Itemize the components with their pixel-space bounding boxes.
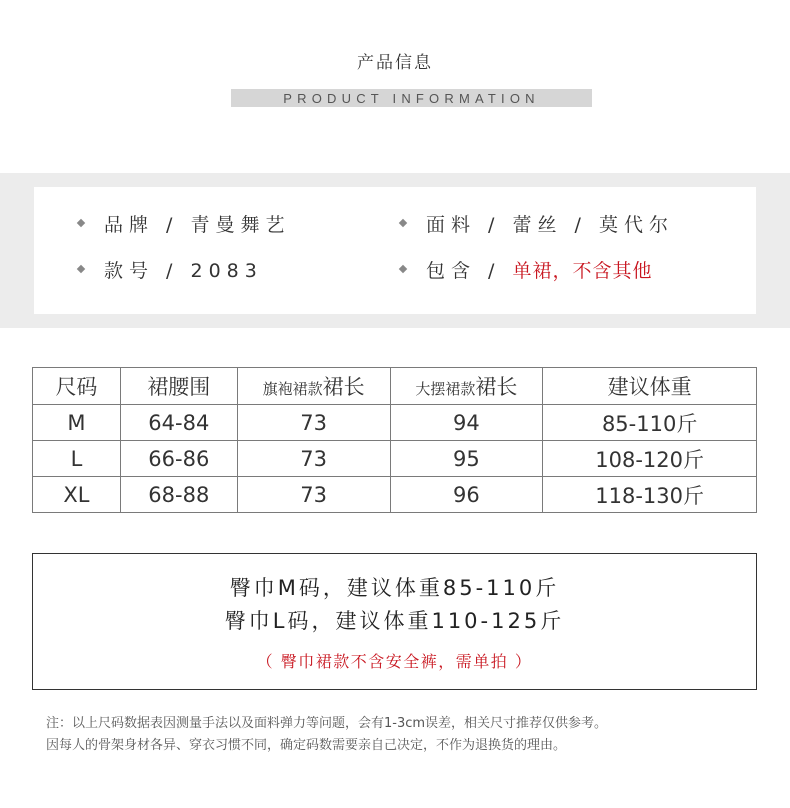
header-size: 尺码 [33, 368, 121, 405]
cell-waist: 68-88 [120, 477, 237, 513]
note-line-1: 臀巾M码，建议体重85-110斤 [229, 576, 560, 600]
cell-waist: 64-84 [120, 405, 237, 441]
table-row [33, 477, 757, 513]
bullet-icon [77, 218, 85, 226]
bullet-icon [77, 264, 85, 272]
header-qipao-length: 旗袍裙款裙长 [237, 368, 390, 405]
cell-weight: 118-130斤 [543, 477, 757, 513]
cell-weight: 85-110斤 [543, 405, 757, 441]
footnote-line-1: 注：以上尺码数据表因测量手法以及面料弹力等问题，会有1-3cm误差，相关尺寸推荐仅供参考。 [46, 716, 608, 731]
cell-swing-length: 95 [390, 441, 543, 477]
bullet-icon [399, 264, 407, 272]
info-fabric [400, 210, 674, 237]
cell-qipao-length: 73 [237, 405, 390, 441]
includes-value: 单裙，不含其他 [512, 260, 653, 282]
cell-size: M [33, 405, 121, 441]
cell-swing-length: 96 [390, 477, 543, 513]
fabric-text: 面料 / 蕾丝 / 莫代尔 [426, 214, 674, 236]
header-waist: 裙腰围 [120, 368, 237, 405]
header-weight: 建议体重 [543, 368, 757, 405]
cell-size: L [33, 441, 121, 477]
cell-size: XL [33, 477, 121, 513]
info-model [78, 256, 263, 283]
brand-text: 品牌 / 青曼舞艺 [104, 214, 291, 236]
info-box [34, 187, 756, 314]
includes-label: 包含 / [426, 260, 513, 282]
note-line-2: 臀巾L码，建议体重110-125斤 [224, 609, 565, 633]
page-title-en: PRODUCT INFORMATION [283, 91, 540, 106]
table-row [33, 441, 757, 477]
note-box [32, 553, 757, 690]
cell-weight: 108-120斤 [543, 441, 757, 477]
info-includes [400, 256, 653, 283]
cell-qipao-length: 73 [237, 477, 390, 513]
table-row [33, 405, 757, 441]
note-red: （ 臀巾裙款不含安全裤，需单拍 ） [256, 652, 533, 671]
footnote-line-2: 因每人的骨架身材各异、穿衣习惯不同，确定码数需要亲自己决定，不作为退换货的理由。 [46, 738, 567, 753]
cell-waist: 66-86 [120, 441, 237, 477]
cell-qipao-length: 73 [237, 441, 390, 477]
model-text: 款号 / 2083 [104, 260, 263, 282]
page-title-cn: 产品信息 [357, 53, 433, 73]
size-table [32, 367, 757, 513]
cell-swing-length: 94 [390, 405, 543, 441]
table-header-row [33, 368, 757, 405]
bullet-icon [399, 218, 407, 226]
info-brand [78, 210, 290, 237]
header-swing-length: 大摆裙款裙长 [390, 368, 543, 405]
